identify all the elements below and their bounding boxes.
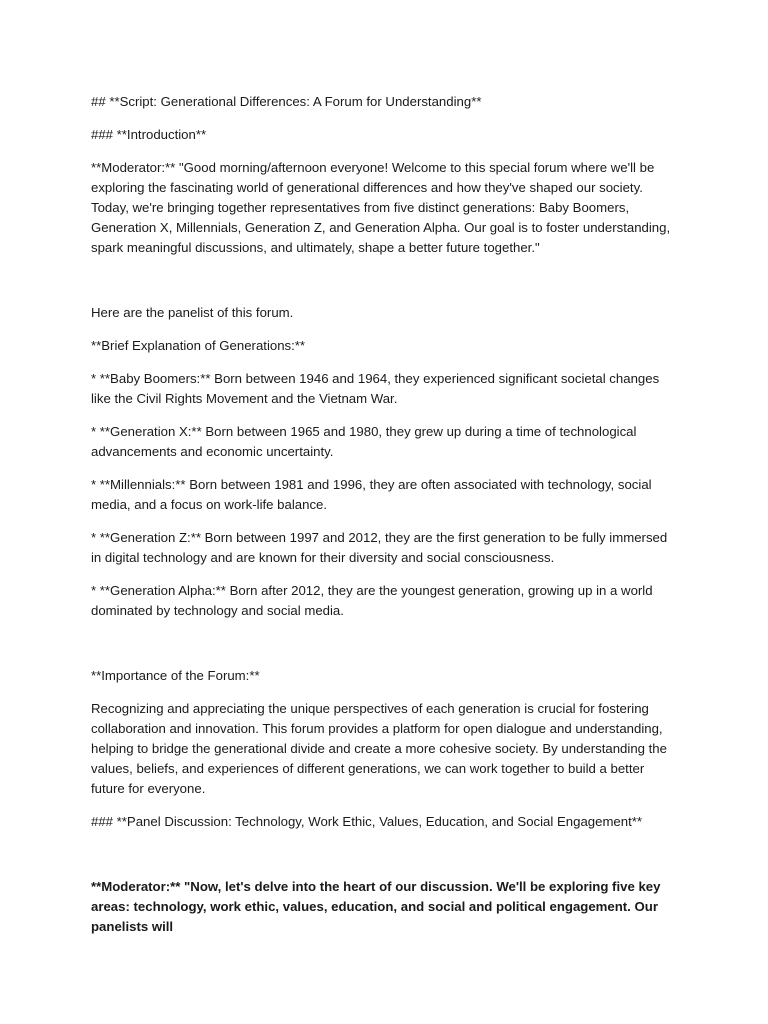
generations-heading: **Brief Explanation of Generations:** (91, 338, 306, 353)
panelist-line: Here are the panelist of this forum. (91, 305, 294, 320)
generation-item-generation-z: * **Generation Z:** Born between 1997 and 2012, they are the first generation to be fully immersed in digital technology and are known for their diversity and social consciousness. (91, 530, 671, 565)
introduction-heading: ### **Introduction** (91, 127, 207, 142)
spacer (91, 845, 681, 877)
importance-heading: **Importance of the Forum:** (91, 668, 260, 683)
spacer (91, 271, 681, 303)
moderator-intro-paragraph: **Moderator:** "Good morning/afternoon everyone! Welcome to this special forum where we'll be exploring the fascinating world of generational differences and how they've shaped our society. Today, we're bringing together representatives from five distinct generations: Baby Boomers, Generation X, Millennials, Generation Z, and Generation Alpha. Our goal is to foster understanding, spark meaningful discussions, and ultimately, shape a better future together." (91, 160, 674, 255)
importance-paragraph: Recognizing and appreciating the unique perspectives of each generation is crucial for fostering collaboration and innovation. This forum provides a platform for open dialogue and understanding, helping to bridge the generational divide and create a more cohesive society. By understanding the values, beliefs, and experiences of different generations, we can work together to build a better future for everyone. (91, 701, 671, 796)
moderator-panel-paragraph: **Moderator:** "Now, let's delve into the heart of our discussion. We'll be exploring five key areas: technology, work ethic, values, education, and social and political engagement. Our panelists will (91, 879, 665, 934)
generation-item-generation-alpha: * **Generation Alpha:** Born after 2012, they are the youngest generation, growing up in a world dominated by technology and social media. (91, 583, 657, 618)
spacer (91, 634, 681, 666)
document-body (91, 92, 681, 950)
generation-item-millennials: * **Millennials:** Born between 1981 and 1996, they are often associated with technology, social media, and a focus on work-life balance. (91, 477, 656, 512)
generation-item-generation-x: * **Generation X:** Born between 1965 and 1980, they grew up during a time of technological advancements and economic uncertainty. (91, 424, 641, 459)
panel-discussion-heading: ### **Panel Discussion: Technology, Work Ethic, Values, Education, and Social Engagement** (91, 814, 643, 829)
generation-item-baby-boomers: * **Baby Boomers:** Born between 1946 and 1964, they experienced significant societal changes like the Civil Rights Movement and the Vietnam War. (91, 371, 663, 406)
script-title: ## **Script: Generational Differences: A Forum for Understanding** (91, 94, 482, 109)
